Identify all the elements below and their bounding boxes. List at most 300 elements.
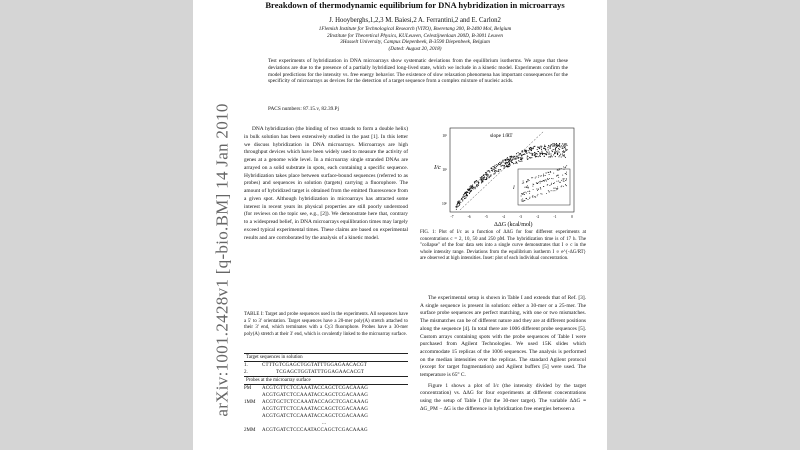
- inset-data-point: [565, 173, 566, 174]
- data-point: [520, 158, 521, 159]
- data-point: [562, 151, 563, 152]
- inset-data-point: [551, 178, 552, 179]
- data-point: [484, 177, 485, 178]
- data-point: [493, 169, 494, 170]
- inset-data-point: [551, 184, 552, 185]
- inset-data-point: [551, 190, 552, 191]
- data-point: [500, 164, 501, 165]
- inset-data-point: [559, 169, 560, 170]
- data-point: [515, 158, 516, 159]
- data-point: [457, 201, 458, 202]
- data-point: [512, 162, 513, 163]
- data-point: [478, 183, 479, 184]
- scatter-plot: [420, 125, 580, 230]
- inset-data-point: [553, 188, 554, 189]
- x-tick-label: -5: [484, 215, 488, 219]
- author-list: J. Hooyberghs,1,2,3 M. Baiesi,2 A. Ferrantini,2 and E. Carlon2: [329, 17, 501, 24]
- data-point: [488, 177, 489, 178]
- data-point: [488, 174, 489, 175]
- data-point: [530, 147, 531, 148]
- data-point: [528, 150, 529, 151]
- inset-data-point: [561, 180, 562, 181]
- data-point: [467, 195, 468, 196]
- data-point: [565, 157, 566, 158]
- y-tick-label: 10¹: [442, 168, 447, 172]
- data-point: [539, 148, 540, 149]
- data-point: [537, 149, 538, 150]
- data-point: [496, 171, 497, 172]
- pm-annotation: PM: [552, 143, 561, 149]
- affiliation-2: 2Institute for Theoretical Physics, KULeuven, Celestijnenlaan 200D, B-3001 Leuven: [326, 32, 503, 39]
- data-point: [482, 181, 483, 182]
- inset-data-point: [522, 199, 523, 200]
- inset-data-point: [542, 181, 543, 182]
- inset-data-point: [557, 169, 558, 170]
- inset-data-point: [560, 182, 561, 183]
- table-row: [244, 413, 408, 420]
- data-point: [537, 154, 538, 155]
- inset-data-point: [547, 178, 548, 179]
- data-point: [530, 149, 531, 150]
- inset-data-point: [551, 183, 552, 184]
- data-point: [503, 166, 504, 167]
- y-tick-label: 10⁰: [441, 202, 447, 206]
- inset-data-point: [541, 181, 542, 182]
- arxiv-id-text: arXiv:1001.2428v1 [q-bio.BM] 14 Jan 2010: [213, 103, 233, 417]
- inset-data-point: [549, 185, 550, 186]
- inset-data-point: [548, 172, 549, 173]
- right-column-text: [420, 295, 586, 414]
- data-point: [475, 188, 476, 189]
- inset-data-point: [563, 180, 564, 181]
- data-point: [508, 159, 509, 160]
- data-point: [483, 179, 484, 180]
- row-label: 2.: [244, 370, 248, 375]
- arxiv-stamp: [200, 80, 246, 440]
- figure-1: [420, 125, 580, 230]
- inset-data-point: [565, 184, 566, 185]
- inset-data-point: [545, 175, 546, 176]
- data-point: [539, 147, 540, 148]
- data-point: [472, 186, 473, 187]
- inset-data-point: [526, 187, 527, 188]
- inset-data-point: [554, 190, 555, 191]
- data-point: [553, 154, 554, 155]
- table-header-targets: Target sequences in solution: [246, 355, 303, 360]
- data-point: [561, 156, 562, 157]
- data-point: [486, 179, 487, 180]
- data-point: [552, 156, 553, 157]
- data-point: [496, 164, 497, 165]
- inset-data-point: [541, 175, 542, 176]
- x-tick-label: -6: [467, 215, 471, 219]
- data-point: [550, 147, 551, 148]
- row-label: 1.: [244, 363, 248, 368]
- data-point: [470, 187, 471, 188]
- data-point: [507, 162, 508, 163]
- data-point: [486, 173, 487, 174]
- data-point: [563, 145, 564, 146]
- data-point: [470, 191, 471, 192]
- inset-data-point: [536, 183, 537, 184]
- data-point: [507, 166, 508, 167]
- inset-data-point: [566, 174, 567, 175]
- data-point: [527, 157, 528, 158]
- data-point: [466, 195, 467, 196]
- inset-data-point: [562, 178, 563, 179]
- table-row: [244, 406, 408, 413]
- data-point: [541, 153, 542, 154]
- sequence-table: [244, 353, 408, 434]
- inset-data-point: [526, 182, 527, 183]
- inset-data-point: [563, 166, 564, 167]
- inset-data-point: [523, 182, 524, 183]
- inset-data-point: [526, 198, 527, 199]
- inset-data-point: [564, 181, 565, 182]
- data-point: [541, 151, 542, 152]
- data-point: [502, 162, 503, 163]
- left-column-text: [244, 126, 408, 242]
- data-point: [517, 156, 518, 157]
- data-point: [499, 162, 500, 163]
- data-point: [490, 175, 491, 176]
- data-point: [492, 171, 493, 172]
- inset-data-point: [524, 194, 525, 195]
- data-point: [557, 153, 558, 154]
- data-point: [516, 157, 517, 158]
- data-point: [507, 159, 508, 160]
- inset-data-point: [525, 192, 526, 193]
- data-point: [533, 147, 534, 148]
- data-point: [562, 146, 563, 147]
- inset-data-point: [565, 167, 566, 168]
- data-point: [464, 193, 465, 194]
- data-point: [566, 145, 567, 146]
- data-point: [470, 185, 471, 186]
- inset-data-point: [522, 201, 523, 202]
- inset-data-point: [546, 172, 547, 173]
- data-point: [565, 146, 566, 147]
- data-point: [530, 153, 531, 154]
- data-point: [464, 198, 465, 199]
- inset-data-point: [553, 173, 554, 174]
- data-point: [523, 154, 524, 155]
- data-point: [531, 157, 532, 158]
- data-point: [506, 165, 507, 166]
- data-point: [529, 152, 530, 153]
- slope-annotation: slope 1/RT: [490, 133, 513, 139]
- data-point: [464, 196, 465, 197]
- data-point: [480, 179, 481, 180]
- data-point: [538, 151, 539, 152]
- data-point: [565, 143, 566, 144]
- inset-data-point: [524, 187, 525, 188]
- data-point: [476, 181, 477, 182]
- inset-data-point: [562, 175, 563, 176]
- data-point: [513, 157, 514, 158]
- row-sequence: ...: [322, 421, 327, 426]
- data-point: [499, 164, 500, 165]
- data-point: [469, 193, 470, 194]
- figure-discussion-paragraph: Figure 1 shows a plot of I/c (the intensity divided by the target concentration) vs. ΔΔG for four experiments at different concentrations using the setup of Table I (for the 30-mer target). The variable ΔΔG ≡ ΔG_PM − ΔG is the difference in hybridization free energies between a: [420, 382, 586, 412]
- date-line: (Dated: August 20, 2018): [388, 45, 442, 52]
- data-point: [478, 182, 479, 183]
- data-point: [560, 154, 561, 155]
- data-point: [527, 156, 528, 157]
- inset-data-point: [523, 201, 524, 202]
- table-row: [244, 420, 408, 427]
- inset-data-point: [559, 168, 560, 169]
- intro-paragraph: DNA hybridization (the binding of two strands to form a double helix) in bulk solution has been extensively studied in the past [1]. In this letter we discuss hybridization in DNA microarrays. Microarrays are high throughput devices which have been widely used to measure the activity of genes at a genome wide level. In a microarray single stranded DNAs are arrayed on a solid substrate in spots, each containing a specific sequence. Hybridization takes place between surface-bound sequences (referred to as probes) and sequences in solution (targets) carrying a fluorophore. The amount of hybridized target is obtained from the emitted fluorescence from a given spot. Although hybridization in microarrays has attracted some interest in recent years its physical properties are still poorly understood (for reviews on the topic see, e.g., [2]). We demonstrate here that, contrary to a widespread belief, in DNA microarrays equilibration times may largely exceed typical experimental times. These claims are based on experimental results and are corroborated by the analysis of a kinetic model.: [244, 126, 408, 241]
- inset-data-point: [558, 175, 559, 176]
- inset-data-point: [532, 196, 533, 197]
- data-point: [558, 156, 559, 157]
- data-point: [551, 155, 552, 156]
- data-point: [494, 166, 495, 167]
- data-point: [548, 156, 549, 157]
- inset-data-point: [522, 194, 523, 195]
- inset-data-point: [547, 179, 548, 180]
- data-point: [501, 163, 502, 164]
- row-sequence: TCGAGCTGGTATTTGGAGAACACGT: [276, 370, 365, 375]
- row-label: [244, 420, 262, 427]
- data-point: [498, 169, 499, 170]
- data-point: [529, 148, 530, 149]
- data-point: [540, 154, 541, 155]
- data-point: [481, 179, 482, 180]
- affiliation-3: 3Hasselt University, Campus Diepenbeek, B-3590 Diepenbeek, Belgium: [340, 39, 490, 46]
- data-point: [494, 173, 495, 174]
- data-point: [471, 190, 472, 191]
- inset-data-point: [538, 182, 539, 183]
- data-point: [505, 162, 506, 163]
- row-sequence: ACGTGATCTCCAAATACCAGCTCGACAAAG: [262, 393, 369, 398]
- affiliations: [240, 26, 590, 52]
- inset-data-point: [527, 185, 528, 186]
- data-point: [459, 205, 460, 206]
- inset-data-point: [540, 187, 541, 188]
- inset-data-point: [524, 192, 525, 193]
- inset-data-point: [553, 178, 554, 179]
- data-point: [548, 153, 549, 154]
- inset-data-point: [533, 184, 534, 185]
- data-point: [476, 180, 477, 181]
- data-point: [513, 158, 514, 159]
- paper-title: Breakdown of thermodynamic equilibrium for DNA hybridization in microarrays: [265, 0, 565, 10]
- data-point: [535, 156, 536, 157]
- data-point: [516, 161, 517, 162]
- data-point: [521, 161, 522, 162]
- row-label: [244, 392, 262, 399]
- inset-data-point: [524, 200, 525, 201]
- inset-data-point: [535, 197, 536, 198]
- data-point: [462, 200, 463, 201]
- data-point: [564, 156, 565, 157]
- data-point: [468, 190, 469, 191]
- inset-data-point: [521, 196, 522, 197]
- abstract: Test experiments of hybridization in DNA microarrays show systematic deviations from the equilibrium isotherms. We argue that these deviations are due to the presence of a partially hybridized long-lived state, which we include in a kinetic model. Experiments confirm the model predictions for the intensity vs. free energy behavior. The existence of slow relaxation phenomena has important consequences for the specificity of microarrays as devices for the detection of a target sequence from a complex mixture of nucleic acids.: [268, 58, 568, 85]
- data-point: [491, 170, 492, 171]
- x-tick-label: -1: [553, 215, 557, 219]
- data-point: [457, 204, 458, 205]
- data-point: [541, 147, 542, 148]
- data-point: [556, 151, 557, 152]
- data-point: [564, 154, 565, 155]
- data-point: [564, 144, 565, 145]
- inset-data-point: [540, 193, 541, 194]
- data-point: [531, 153, 532, 154]
- data-point: [458, 203, 459, 204]
- inset-data-point: [566, 178, 567, 179]
- data-point: [462, 199, 463, 200]
- data-point: [551, 150, 552, 151]
- data-point: [555, 150, 556, 151]
- inset-data-point: [527, 191, 528, 192]
- data-point: [500, 169, 501, 170]
- data-point: [559, 155, 560, 156]
- data-point: [509, 160, 510, 161]
- data-point: [497, 165, 498, 166]
- data-point: [463, 196, 464, 197]
- data-point: [509, 161, 510, 162]
- data-point: [562, 155, 563, 156]
- data-point: [540, 146, 541, 147]
- data-point: [557, 151, 558, 152]
- data-point: [491, 168, 492, 169]
- inset-data-point: [566, 179, 567, 180]
- data-point: [547, 147, 548, 148]
- x-axis-ticks: [451, 215, 574, 219]
- inset-data-point: [536, 188, 537, 189]
- inset-data-point: [532, 195, 533, 196]
- inset-data-point: [566, 165, 567, 166]
- inset-data-point: [542, 194, 543, 195]
- data-point: [549, 152, 550, 153]
- inset-data-point: [529, 191, 530, 192]
- data-point: [562, 143, 563, 144]
- data-point: [566, 143, 567, 144]
- data-point: [516, 153, 517, 154]
- inset-data-point: [521, 193, 522, 194]
- data-point: [524, 154, 525, 155]
- inset-data-point: [566, 172, 567, 173]
- inset-data-point: [526, 193, 527, 194]
- inset-data-point: [522, 183, 523, 184]
- data-point: [518, 155, 519, 156]
- data-point: [518, 157, 519, 158]
- inset-data-point: [564, 178, 565, 179]
- table-caption: TABLE I: Target and probe sequences used in the experiments. All sequences have a 5' to 3' orientation. Target sequences have a 20-mer poly(A) stretch attached to their 3' end, which terminates with a Cy3 fluorophore. Probes have a 30-mer poly(A) stretch at their 3' end, which is covalently linked to the microarray surface.: [244, 312, 408, 337]
- inset-data-point: [537, 195, 538, 196]
- inset-data-point: [557, 189, 558, 190]
- affiliation-1: 1Flemish Institute for Technological Research (VITO), Boeretang 200, B-2400 Mol, Belgium: [318, 26, 512, 32]
- inset-data-point: [549, 174, 550, 175]
- inset-data-point: [528, 180, 529, 181]
- data-point: [489, 172, 490, 173]
- setup-paragraph: The experimental setup is shown in Table I and extends that of Ref. [3]. A single sequence is present in solution: either a 30-mer or a 25-mer. The surface probe sequences are perfect matching, with one or two mismatches. The mismatches can be of different nature and they are at different positions along the sequence [4]. In total there are 1006 different probe sequences [5]. Custom arrays containing spots with the probe sequences of Table I were purchased from Agilent Technologies. We used 15K slides which accommodate 15 replicas of the 1006 sequences. The analysis is performed on the median intensities over the replicas. The standard Agilent protocol (except for target fragmentation) and Agilent buffers [5] were used. The temperature is 65° C.: [420, 295, 586, 379]
- data-point: [525, 150, 526, 151]
- inset-data-point: [550, 172, 551, 173]
- data-point: [562, 154, 563, 155]
- data-point: [521, 151, 522, 152]
- table-row: [244, 392, 408, 399]
- row-label: PM: [244, 386, 252, 391]
- data-point: [487, 171, 488, 172]
- inset-data-point: [556, 188, 557, 189]
- data-point: [559, 149, 560, 150]
- data-point: [501, 166, 502, 167]
- data-point: [544, 156, 545, 157]
- inset-data-point: [547, 184, 548, 185]
- data-point: [510, 164, 511, 165]
- pacs-numbers: PACS numbers: 87.15.v, 82.39.Pj: [268, 106, 339, 112]
- data-point: [544, 146, 545, 147]
- data-point: [482, 178, 483, 179]
- inset-data-point: [527, 179, 528, 180]
- data-point: [494, 169, 495, 170]
- data-point: [544, 145, 545, 146]
- row-label: [244, 413, 262, 420]
- data-point: [505, 163, 506, 164]
- data-point: [483, 175, 484, 176]
- data-point: [498, 164, 499, 165]
- inset-data-point: [535, 178, 536, 179]
- data-point: [538, 156, 539, 157]
- data-point: [542, 154, 543, 155]
- data-point: [486, 172, 487, 173]
- inset-data-point: [559, 182, 560, 183]
- data-point: [486, 177, 487, 178]
- inset-data-point: [565, 166, 566, 167]
- inset-data-point: [522, 200, 523, 201]
- data-point: [522, 158, 523, 159]
- data-point: [474, 187, 475, 188]
- data-point: [480, 177, 481, 178]
- data-point: [528, 158, 529, 159]
- data-point: [526, 150, 527, 151]
- data-point: [511, 157, 512, 158]
- inset-data-point: [549, 178, 550, 179]
- inset-data-point: [565, 180, 566, 181]
- data-point: [482, 176, 483, 177]
- row-label: 1MM: [244, 400, 256, 405]
- inset-data-point: [563, 186, 564, 187]
- y-tick-label: 10²: [442, 134, 447, 138]
- data-point: [511, 160, 512, 161]
- data-point: [489, 171, 490, 172]
- data-point: [536, 156, 537, 157]
- inset-data-point: [538, 177, 539, 178]
- data-point: [496, 166, 497, 167]
- data-point: [483, 174, 484, 175]
- inset-data-point: [546, 181, 547, 182]
- data-point: [474, 183, 475, 184]
- inset-data-point: [522, 193, 523, 194]
- data-point: [545, 149, 546, 150]
- data-point: [541, 146, 542, 147]
- data-point: [535, 153, 536, 154]
- data-point: [526, 153, 527, 154]
- inset-data-point: [566, 185, 567, 186]
- data-point: [521, 158, 522, 159]
- data-point: [548, 146, 549, 147]
- data-point: [524, 151, 525, 152]
- inset-data-point: [540, 183, 541, 184]
- data-point: [465, 197, 466, 198]
- inset-data-point: [554, 182, 555, 183]
- data-point: [534, 152, 535, 153]
- inset-data-point: [555, 188, 556, 189]
